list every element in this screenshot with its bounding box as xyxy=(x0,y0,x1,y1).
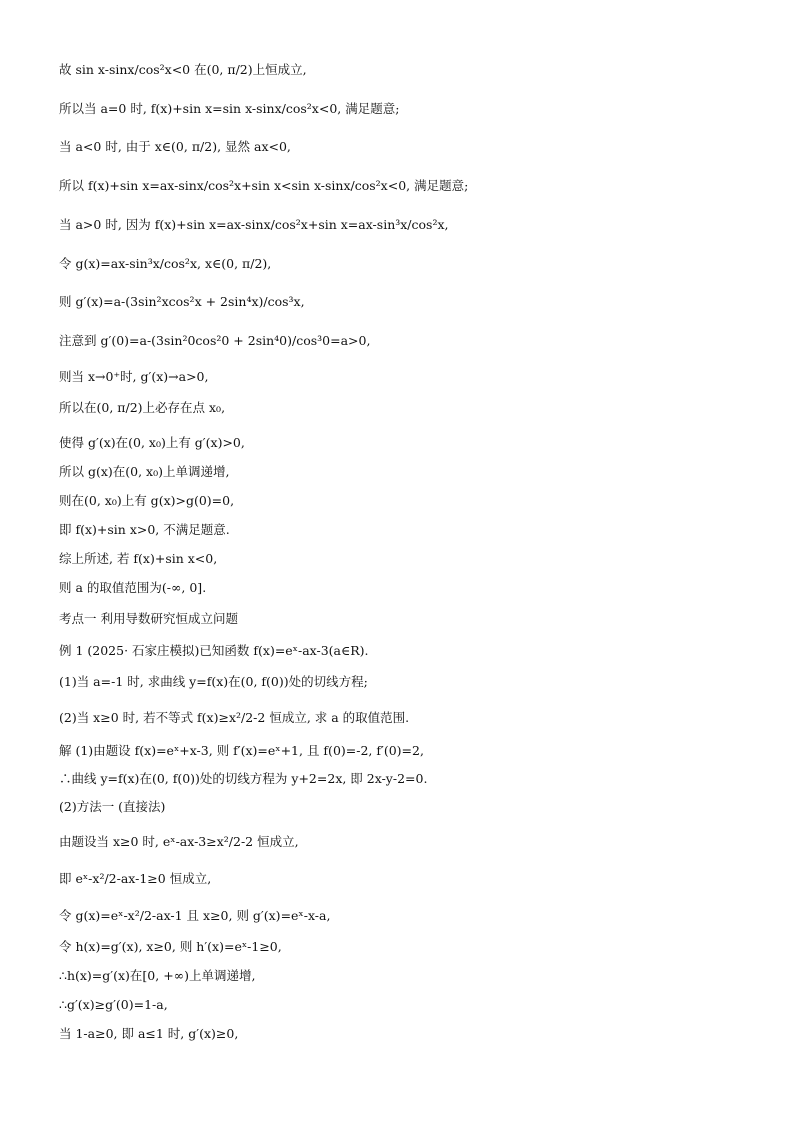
text-line: 所以当 a=0 时, f(x)+sin x=sin x-sinx/cos²x<0, 满足题意; xyxy=(59,101,400,116)
text-line: 使得 g′(x)在(0, x₀)上有 g′(x)>0, xyxy=(59,435,245,450)
text-line: 解 (1)由题设 f(x)=eˣ+x-3, 则 f′(x)=eˣ+1, 且 f(0)=-2, f′(0)=2, xyxy=(59,743,424,758)
text-line: 令 g(x)=ax-sin³x/cos²x, x∈(0, π/2), xyxy=(59,256,272,271)
section-heading: 考点一 利用导数研究恒成立问题 xyxy=(59,611,238,626)
text-line: 综上所述, 若 f(x)+sin x<0, xyxy=(59,551,218,566)
text-line: (2)方法一 (直接法) xyxy=(59,799,166,814)
text-line: 当 a>0 时, 因为 f(x)+sin x=ax-sinx/cos²x+sin x=ax-sin³x/cos²x, xyxy=(59,217,449,232)
text-line: 当 a<0 时, 由于 x∈(0, π/2), 显然 ax<0, xyxy=(59,139,291,154)
text-line: 令 h(x)=g′(x), x≥0, 则 h′(x)=eˣ-1≥0, xyxy=(59,939,282,954)
text-line: 所以 f(x)+sin x=ax-sinx/cos²x+sin x<sin x-sinx/cos²x<0, 满足题意; xyxy=(59,178,469,193)
text-line: 故 sin x-sinx/cos²x<0 在(0, π/2)上恒成立, xyxy=(59,62,307,77)
text-line: 所以在(0, π/2)上必存在点 x₀, xyxy=(59,400,226,415)
text-line: 令 g(x)=eˣ-x²/2-ax-1 且 x≥0, 则 g′(x)=eˣ-x-a, xyxy=(59,908,331,923)
text-line: (1)当 a=-1 时, 求曲线 y=f(x)在(0, f(0))处的切线方程; xyxy=(59,674,368,689)
text-line: 则 g′(x)=a-(3sin²xcos²x + 2sin⁴x)/cos³x, xyxy=(59,294,305,309)
text-line: ∴曲线 y=f(x)在(0, f(0))处的切线方程为 y+2=2x, 即 2x-y-2=0. xyxy=(59,771,428,786)
text-line: 所以 g(x)在(0, x₀)上单调递增, xyxy=(59,464,230,479)
text-line: 例 1 (2025· 石家庄模拟)已知函数 f(x)=eˣ-ax-3(a∈R). xyxy=(59,643,369,658)
text-line: 当 1-a≥0, 即 a≤1 时, g′(x)≥0, xyxy=(59,1026,239,1041)
text-line: ∴g′(x)≥g′(0)=1-a, xyxy=(59,997,168,1012)
text-line: 即 f(x)+sin x>0, 不满足题意. xyxy=(59,522,230,537)
text-line: 由题设当 x≥0 时, eˣ-ax-3≥x²/2-2 恒成立, xyxy=(59,834,299,849)
text-line: ∴h(x)=g′(x)在[0, +∞)上单调递增, xyxy=(59,968,256,983)
text-line: (2)当 x≥0 时, 若不等式 f(x)≥x²/2-2 恒成立, 求 a 的取值范围. xyxy=(59,710,410,725)
text-line: 即 eˣ-x²/2-ax-1≥0 恒成立, xyxy=(59,871,212,886)
text-line: 则在(0, x₀)上有 g(x)>g(0)=0, xyxy=(59,493,235,508)
text-line: 注意到 g′(0)=a-(3sin²0cos²0 + 2sin⁴0)/cos³0=a>0, xyxy=(59,333,371,348)
text-line: 则 a 的取值范围为(-∞, 0]. xyxy=(59,580,207,595)
text-line: 则当 x→0⁺时, g′(x)→a>0, xyxy=(59,369,209,384)
